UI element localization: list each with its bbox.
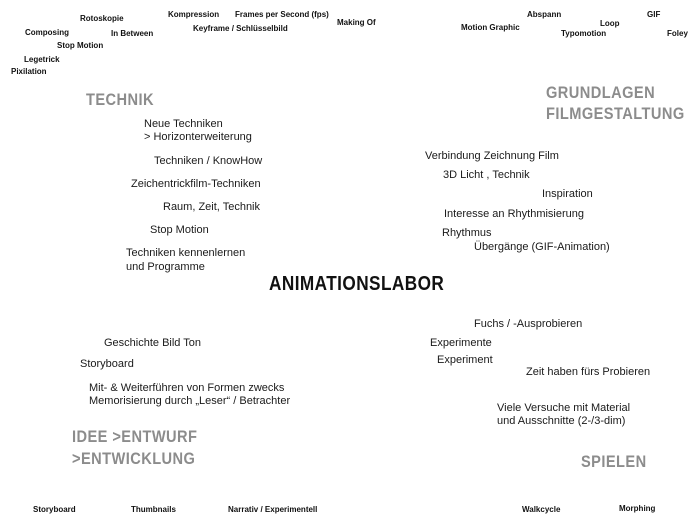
technik-programme: und Programme xyxy=(126,261,205,273)
keyword-thumbnails: Thumbnails xyxy=(131,505,176,514)
keyword-pixilation: Pixilation xyxy=(11,67,47,76)
spielen-experimente: Experimente xyxy=(430,337,492,349)
keyword-foley: Foley xyxy=(667,29,688,38)
keyword-gif: GIF xyxy=(647,10,661,19)
spielen-experiment: Experiment xyxy=(437,354,493,366)
technik-neue-techniken: Neue Techniken xyxy=(144,118,223,130)
technik-kennenlernen: Techniken kennenlernen xyxy=(126,247,246,259)
technik-raum-zeit: Raum, Zeit, Technik xyxy=(163,201,261,213)
idee-geschichte: Geschichte Bild Ton xyxy=(104,337,202,349)
keyword-morphing: Morphing xyxy=(619,504,656,513)
grundlagen-verbindung: Verbindung Zeichnung Film xyxy=(425,150,559,162)
spielen-versuche: Viele Versuche mit Material xyxy=(497,402,631,414)
idee-memorisierung: Memorisierung durch „Leser“ / Betrachter xyxy=(89,395,291,407)
heading-grundlagen: GRUNDLAGEN xyxy=(546,83,656,102)
keyword-kompression: Kompression xyxy=(168,10,220,19)
keyword-motion-graphic: Motion Graphic xyxy=(461,23,520,32)
heading-entwicklung: >ENTWICKLUNG xyxy=(72,449,196,468)
keyword-walkcycle: Walkcycle xyxy=(522,505,561,514)
spielen-zeit: Zeit haben fürs Probieren xyxy=(526,366,651,378)
keyword-stop-motion: Stop Motion xyxy=(57,41,104,50)
heading-technik: TECHNIK xyxy=(86,90,154,109)
heading-spielen: SPIELEN xyxy=(581,452,647,471)
keyword-abspann: Abspann xyxy=(527,10,562,19)
grundlagen-uebergaenge: Übergänge (GIF-Animation) xyxy=(474,241,610,253)
grundlagen-interesse: Interesse an Rhythmisierung xyxy=(444,208,585,220)
keyword-fps: Frames per Second (fps) xyxy=(235,10,329,19)
keyword-composing: Composing xyxy=(25,28,69,37)
spielen-fuchs: Fuchs / -Ausprobieren xyxy=(474,318,583,330)
grundlagen-licht: 3D Licht , Technik xyxy=(443,169,530,181)
grundlagen-rhythmus: Rhythmus xyxy=(442,227,492,239)
spielen-ausschnitte: und Ausschnitte (2-/3-dim) xyxy=(497,415,626,427)
technik-horizonterweiterung: > Horizonterweiterung xyxy=(144,131,252,143)
center-title: ANIMATIONSLABOR xyxy=(269,273,445,295)
keyword-loop: Loop xyxy=(600,19,620,28)
grundlagen-inspiration: Inspiration xyxy=(542,188,593,200)
keyword-narrativ: Narrativ / Experimentell xyxy=(228,505,318,514)
heading-filmgestaltung: FILMGESTALTUNG xyxy=(546,104,685,123)
technik-stop-motion: Stop Motion xyxy=(150,224,209,236)
idee-formen: Mit- & Weiterführen von Formen zwecks xyxy=(89,382,285,394)
keyword-in-between: In Between xyxy=(111,29,154,38)
idee-storyboard: Storyboard xyxy=(80,358,134,370)
heading-idee-entwurf: IDEE >ENTWURF xyxy=(72,427,198,446)
keyword-legetrick: Legetrick xyxy=(24,55,60,64)
keyword-making-of: Making Of xyxy=(337,18,376,27)
keyword-typomotion: Typomotion xyxy=(561,29,607,38)
keyword-storyboard: Storyboard xyxy=(33,505,76,514)
keyword-keyframe: Keyframe / Schlüsselbild xyxy=(193,24,288,33)
technik-zeichentrick: Zeichentrickfilm-Techniken xyxy=(131,178,261,190)
technik-knowhow: Techniken / KnowHow xyxy=(154,155,263,167)
keyword-rotoskopie: Rotoskopie xyxy=(80,14,124,23)
